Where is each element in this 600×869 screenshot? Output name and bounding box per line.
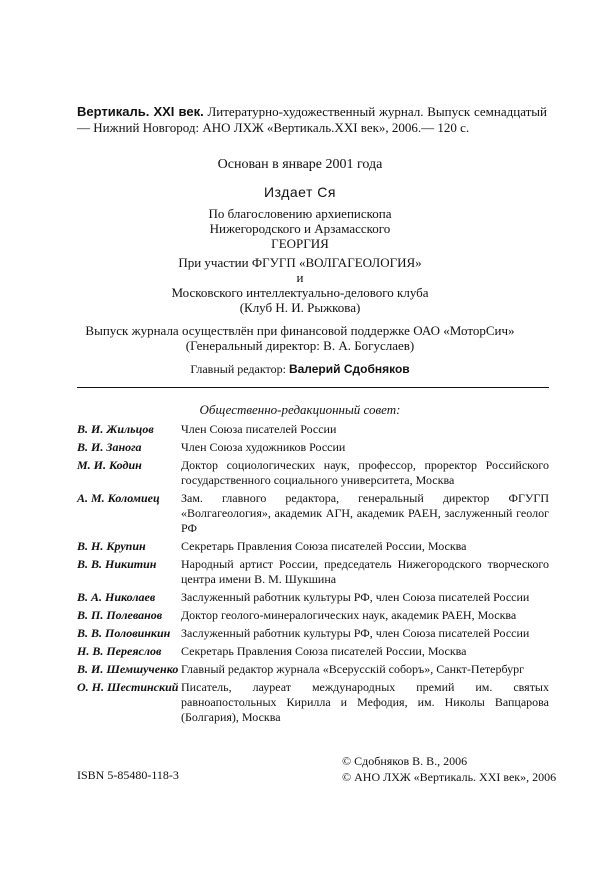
chief-editor (0, 362, 600, 377)
council-list (77, 422, 549, 728)
copyright-line: © Сдобняков В. В., 2006 (342, 754, 468, 768)
blessing-block (0, 206, 600, 251)
council-member (77, 590, 549, 605)
member-description: Заслуженный работник культуры РФ, член Союза писателей России (181, 590, 530, 604)
member-description: Член Союза писателей России (181, 422, 337, 436)
bibliographic-record (77, 104, 547, 136)
publisher-heading: Издает Ся (264, 184, 336, 200)
member-name: В. И. Шемшученко (77, 662, 179, 676)
participation-block (0, 255, 600, 315)
council-member (77, 491, 549, 536)
financial-support-block (0, 323, 600, 353)
member-name: В. И. Жильцов (77, 422, 154, 436)
member-description: Заслуженный работник культуры РФ, член Союза писателей России (181, 626, 530, 640)
blessing-line: Нижегородского и Арзамасского (209, 221, 391, 236)
support-line: Выпуск журнала осуществлён при финансовой поддержке ОАО «МоторСич» (85, 323, 515, 338)
member-name: В. Н. Крупин (77, 539, 146, 553)
member-description: Писатель, лауреат международных премий им. святых равноапостольных Кирилла и Мефодия, им. Николы Вапцарова (Болгария), Москва (181, 680, 549, 724)
chief-editor-label: Главный редактор: (190, 362, 286, 376)
member-description: Зам. главного редактора, генеральный директор ФГУГП «Волгагеология», академик АГН, академик РАЕН, заслуженный геолог РФ (181, 491, 549, 535)
member-description: Главный редактор журнала «Всерусскій соборъ», Санкт-Петербург (181, 662, 525, 676)
support-line: (Генеральный директор: В. А. Богуслаев) (185, 338, 415, 353)
council-member (77, 422, 549, 437)
council-member (77, 557, 549, 587)
copyright-block (342, 753, 556, 785)
member-name: В. И. Занога (77, 440, 142, 454)
participation-line: (Клуб Н. И. Рыжкова) (239, 300, 361, 315)
founded-date: Основан в январе 2001 года (217, 157, 383, 172)
member-description: Секретарь Правления Союза писателей России, Москва (181, 539, 467, 553)
council-member (77, 440, 549, 455)
copyright-line: © АНО ЛХЖ «Вертикаль. XXI век», 2006 (342, 770, 557, 784)
member-description: Секретарь Правления Союза писателей России, Москва (181, 644, 467, 658)
isbn: ISBN 5-85480-118-3 (77, 768, 179, 782)
bibliographic-description: Литературно-художественный журнал. Выпуск семнадцатый — Нижний Новгород: АНО ЛХЖ «Вертикаль.XXI век», 2006.— 120 с. (77, 104, 547, 135)
divider (77, 387, 549, 388)
council-member (77, 644, 549, 659)
member-name: Н. В. Переяслов (77, 644, 162, 658)
participation-line: При участии ФГУГП «ВОЛГАГЕОЛОГИЯ» (178, 255, 422, 270)
member-name: В. А. Николаев (77, 590, 156, 604)
blessing-line: ГЕОРГИЯ (271, 236, 329, 251)
member-name: М. И. Кодин (77, 458, 142, 472)
council-member (77, 662, 549, 677)
council-member (77, 539, 549, 554)
council-title: Общественно-редакционный совет: (199, 402, 401, 417)
journal-title: Вертикаль. XXI век. (77, 104, 204, 119)
council-member (77, 626, 549, 641)
council-member (77, 680, 549, 725)
council-member (77, 608, 549, 623)
member-name: О. Н. Шестинский (77, 680, 179, 694)
member-name: В. В. Никитин (77, 557, 157, 571)
member-description: Доктор социологических наук, профессор, проректор Российского государственного социального университета, Москва (181, 458, 549, 487)
blessing-line: По благословению архиепископа (208, 206, 392, 221)
member-description: Народный артист России, председатель Нижегородского творческого центра имени В. М. Шукшина (181, 557, 549, 586)
council-member (77, 458, 549, 488)
chief-editor-name: Валерий Сдобняков (288, 362, 410, 376)
member-description: Доктор геолого-минералогических наук, академик РАЕН, Москва (181, 608, 517, 622)
member-name: В. П. Полеванов (77, 608, 163, 622)
participation-line: Московского интеллектуально-делового клуба (171, 285, 429, 300)
member-description: Член Союза художников России (181, 440, 346, 454)
member-name: В. В. Половинкин (77, 626, 171, 640)
member-name: А. М. Коломиец (77, 491, 160, 505)
participation-line: и (296, 270, 304, 285)
